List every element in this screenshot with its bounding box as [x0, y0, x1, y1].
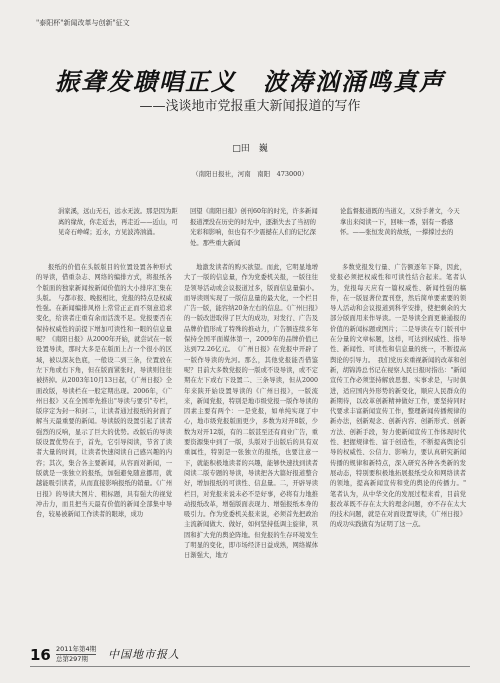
author-affiliation: （南阳日报社，河南 南阳 473000） — [192, 170, 308, 178]
body-text-1: 报纸的价值在头版版目的位置设置各种形式的导读，借重杂志、网络的编排方式，将报纸各个版面的独家新闻按新闻价值的大小排序汇集在头版。 与都市报、晚报相比，党报的特点是权威性强。在新闻编排风格上常常正正而不刻意追求变化，给读者庄重有余而活泼不足。党报要否在保持权威性的前提下增加可读性和一眼的信息量呢？《南阳日报》从2000年开始，就尝试在一版设置导读，那时大多是在版面上占一个很小的区域，被以深灰色底，一般设二到三条，位置放在左下角或右下角，但在版面紧张时，导读则往往被挤掉。从2003年10月13日起，《广州日报》全面改版，导读栏在一般定期出现。2006年，《广州日报》又在全国率先推出"导读与要引"专栏，版序定为封一和封二，让读者通过报纸的封面了解当天最重要的新闻。导读版的设置引起了读者强烈的反响，显示了巨大的优势。改版后的导读版设置优势在于，首先，它引导阅读，节省了读者大量的时间，让读者快速阅读自己感兴趣的内容；其次，集合各主要新闻，从容面对新闻，一版就是一张独立的报纸，加强避免随意挪用，就越能吸引读者，从而直接影响报纸的销量。《广州日报》的导读大图片、粗标题，具有强大的视觉冲击力，而且把当天最有价值的新闻全部集中导台，较易被新闻工作读者的眼球，成功 — [36, 264, 172, 519]
body-column-2 — [184, 263, 318, 633]
intro-col-1: 涓家溪，远山无石，远水无波。那是因为距离的缘故，你走近去，再走近——近山，可见奇石峥嵘；近水，方见波涛汹涌。 — [58, 208, 178, 236]
journal-name: 中国地市报人 — [108, 648, 180, 661]
article-author: □田 巍 — [232, 144, 268, 154]
column-header: "泰阳杯"新闻改革与创新"征文 — [36, 19, 130, 27]
intro-col-2: 回望《南阳日报》创刊60年的时光，许多新闻报道湮没在历史的时光中，逐渐失去了当初的光彩和影响，但也有不少震撼在人们的记忆深处。那些重大新闻 — [190, 208, 318, 247]
body-text-3: 多数党报发行量、广告额逐年下降，因此，党报必须把权威性和可读性结合起来。笔者认为，党报每天应有一篇权威性、新闻性强的稿件，在一版显著位置刊登，然后简单要素要的领导人活动和会议报道到科学安排，使把剩余的大部分版面用来作导读。一是导读全面更兼通报的价值的新闻标题或图片；二是导读在专门版刊中在分量的文章标题，这样，可达到权威性、指导性、新闻性、可读性和信息量的统一，不断提高舆论的引导力。 我们党历来重视新闻的改革和创新，胡锦涛总书记在视察人民日报时指出："新闻宣传工作必须坚持解放思想、实事求是，与时俱进，适应国内外形势的新变化，顺应人民群众的新期待，以改革创新精神做好工作，要坚持同时代要求丰富新闻宣传工作，整理新闻传播规律的新办法，创新观念、创新内容、创新形式、创新方法、创新手段，努力使新闻宣传工作体现时代性、把握规律性、富于创造性，不断提高舆论引导的权威性、公信力、影响力，要认真研究新闻传播的规律和新特点，深入研究各种各类新的发展动态，特别要积极地拓展报纸受众和网络读者的领地，提高新闻宣传和党的舆论的传播力。" 笔者认为，从中华文化的发展过程来看，目前党报改革既不存在太大的理念问题，亦不存在太大的技术问题，就是在对面设置导读，《广州日报》的成功实践做有为证明了这一点。 — [330, 264, 473, 529]
issue-info — [56, 645, 96, 664]
body-column-1 — [36, 263, 172, 633]
intro-col-3: 论监督报道既的当道义，又纷手著文，今天拿出来阅读一下，回味一番，别有一番感怀。——张恒发黄的故纸，一撑撑过去的 — [340, 208, 460, 236]
article-title: 振聋发聩唱正义 波涛汹涌鸣真声 — [55, 67, 445, 96]
issue-total: 总第297期 — [56, 655, 88, 663]
body-text-2: 地激发读者的购买欲望。而此，它明显地增大了一版的信息量，作为党委机关报，一版往往是领导活动或会议报道过多，版面信息量偏小。而导读则实现了一版信息量的最大化，一个栏目广告一版，能容纳20条左右的信息。《广州日报》的一版改进取得了巨大的成功，对发行、广告及品牌价值形成了特殊的推动力，广告额连续多年保持全国平面媒体第一，2009年的品牌价值已达到72.26亿元。 《广州日报》在党报中开辟了一版作导读的先河。那么，其他党报能否借鉴呢？目前大多数党报的一版或不设导读，或不定期在左下或右下设置二、三条导读，但从2000年来陕开始设置导读的《广州日报》，一版流来，新闻党报，特别是地市级党报一版作导读的因素主要有两个：一是党报，如单纯实现了中心，地市级党报版面更少，多数为对开8版，少数为对开12版，有的二版甚至还有商业广告，重要资源集中到了一版，头版对于出版后的具有双重属性，特别是一张独立的报纸，也要注意一下，就能积极地读者的兴趣，能够快速找到读者阅读二版专题的导读，导读把各大篇好报道整合好，增加报纸的可读性、信息量。二，开辟导读栏目，对党报来说未必不是好事，必将有力地推动报纸改革，增强版面表现力、增强报纸本身的吸引力。作为党委机关报来说，必须首先把政治主流新闻做大、做好，如何坚持低调主旋律，巩固和扩大党的舆论阵地。但党报的生存环境发生了明显的变化，即市场经济日益成熟，网络媒体日渐强大，地方 — [184, 264, 318, 560]
footer-rule — [30, 666, 470, 667]
page-number: 16 — [30, 646, 51, 664]
article-subtitle: ——浅谈地市党报重大新闻报道的写作 — [139, 99, 361, 114]
issue-year: 2011年第4期 — [56, 645, 97, 653]
body-column-3 — [330, 263, 473, 618]
